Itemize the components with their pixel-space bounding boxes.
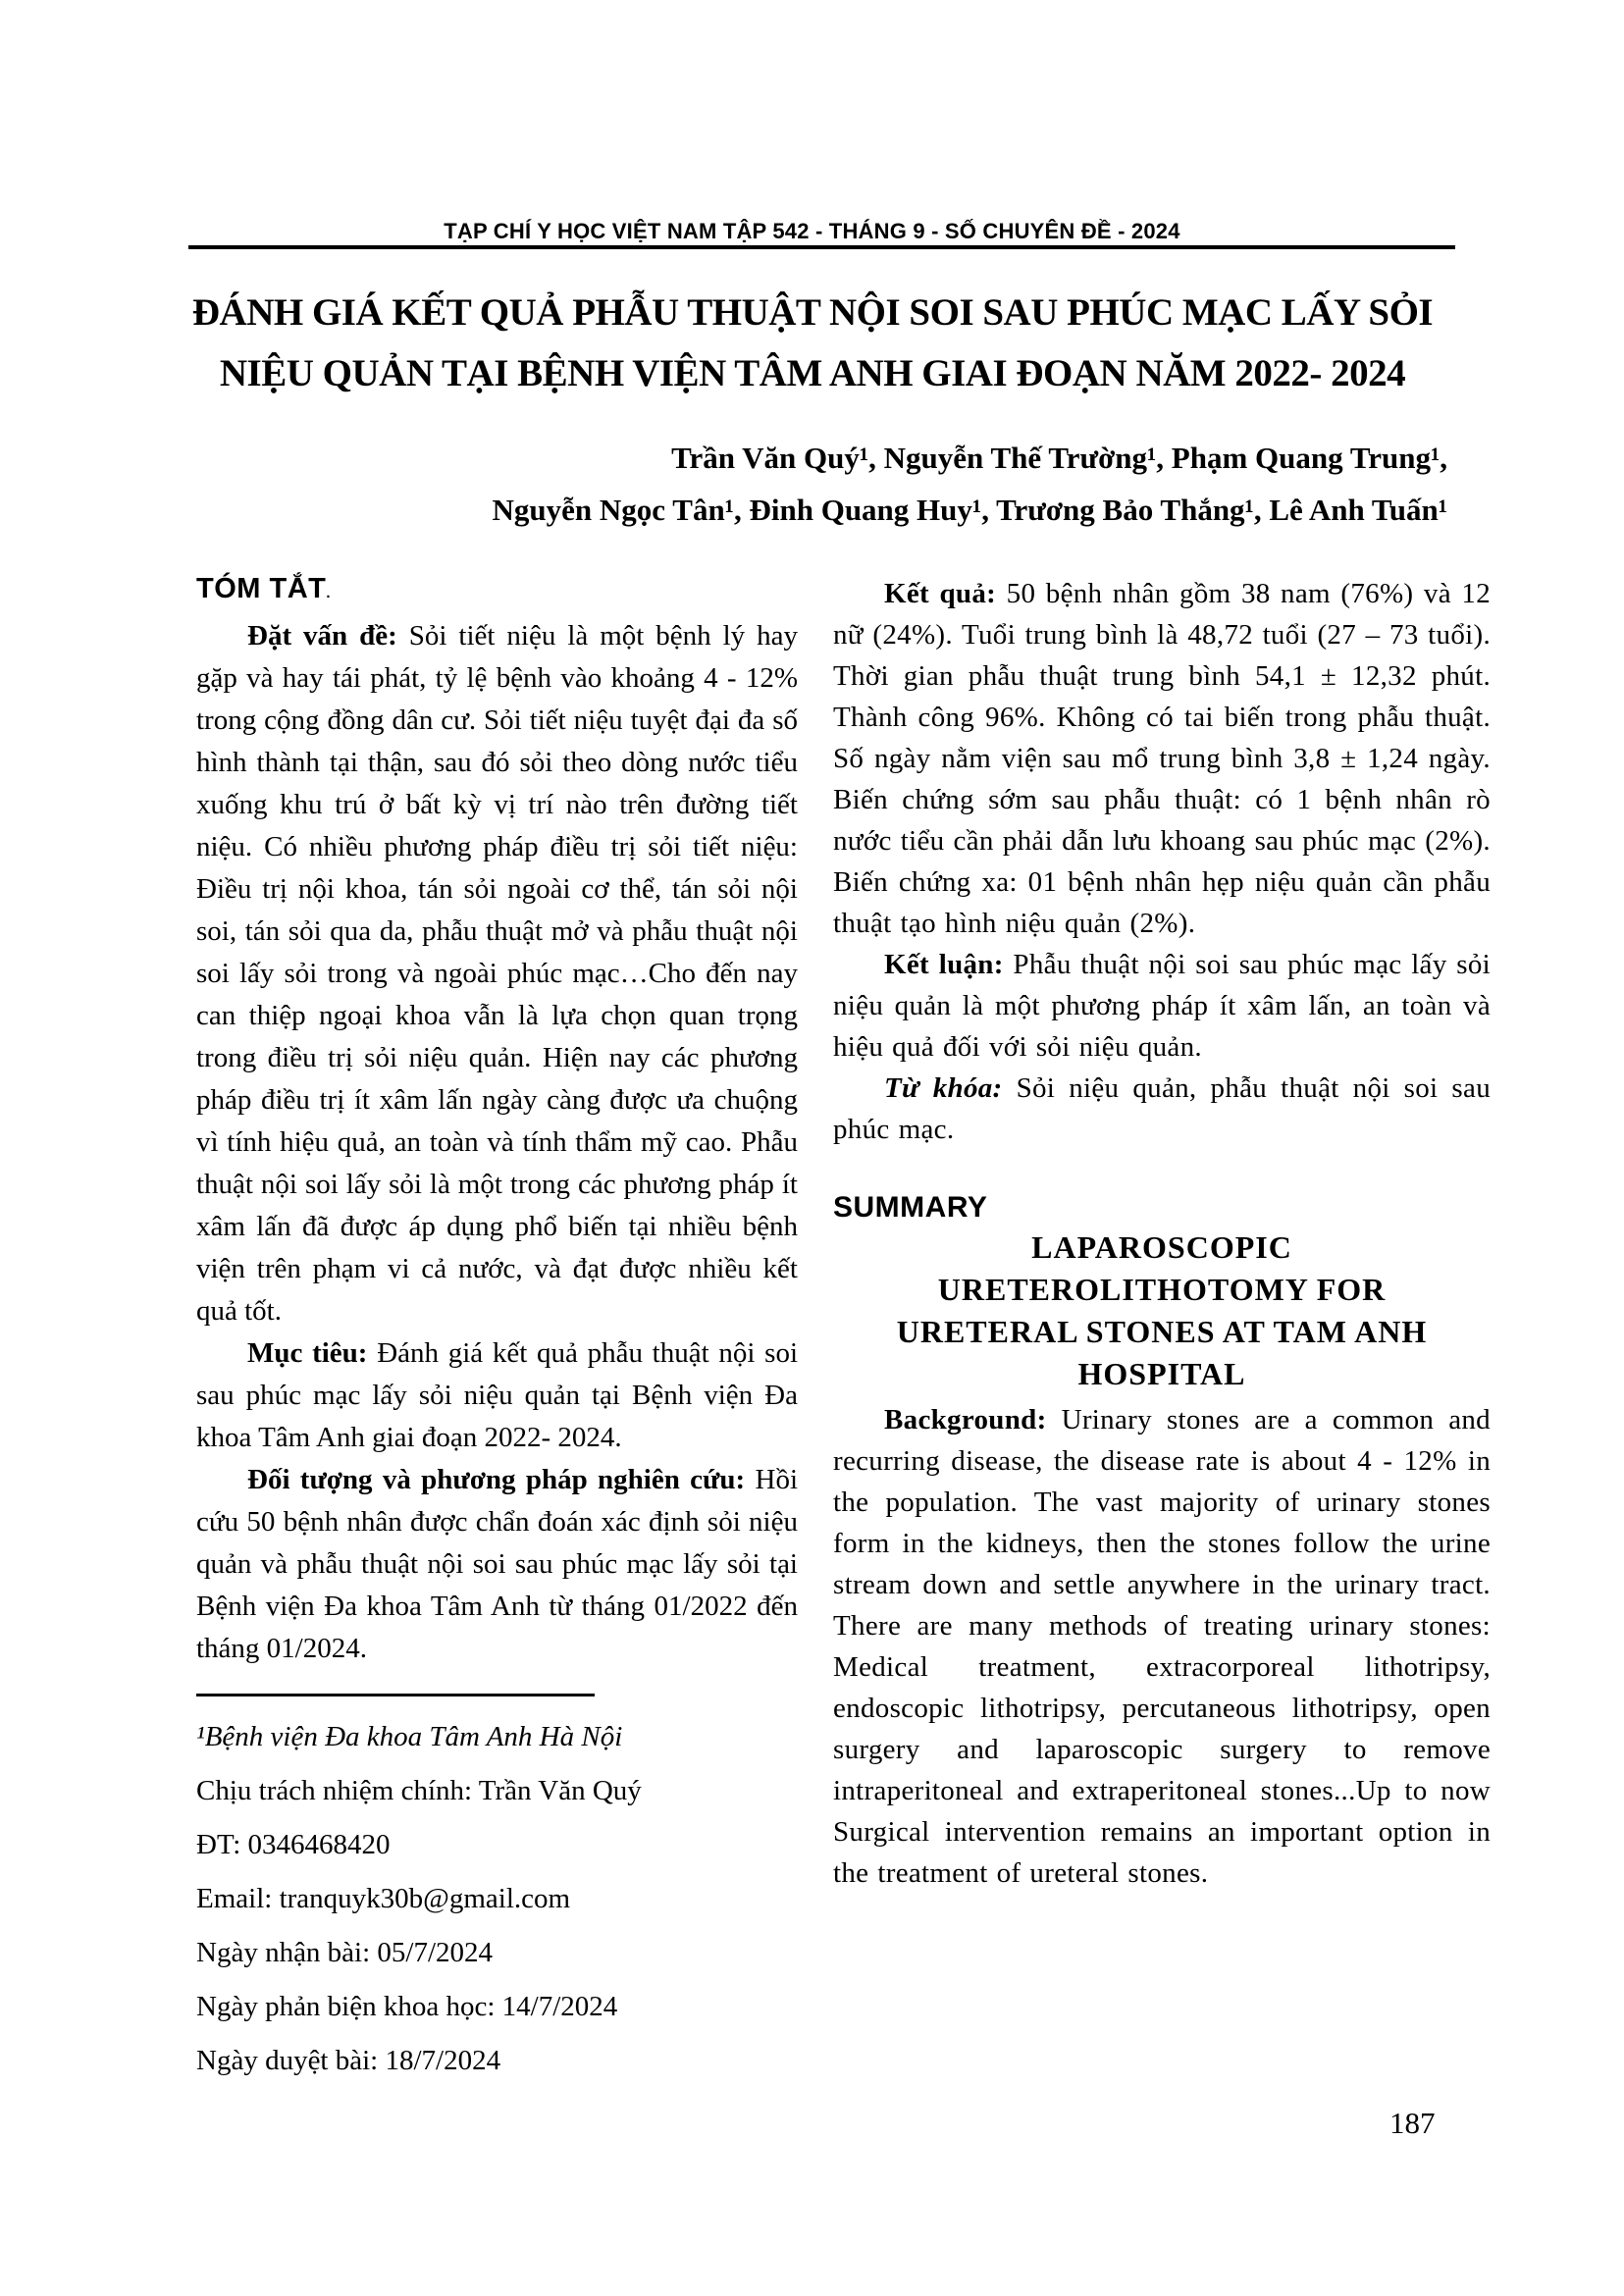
- paragraph-text-doi-tuong: Hồi cứu 50 bệnh nhân được chẩn đoán xác định sỏi niệu quản và phẫu thuật nội soi sau phúc mạc lấy sỏi tại Bệnh viện Đa khoa Tâm Anh từ tháng 01/2022 đến tháng 01/2024.: [196, 1464, 798, 1664]
- two-column-body: [196, 573, 1491, 2088]
- paragraph-tu-khoa: [833, 1068, 1491, 1150]
- footnote-line-accepted: Ngày duyệt bài: 18/7/2024: [196, 2045, 501, 2076]
- paragraph-text-ket-luan: Phẫu thuật nội soi sau phúc mạc lấy sỏi niệu quản là một phương pháp ít xâm lấn, an toàn và hiệu quả đối với sỏi niệu quản.: [833, 949, 1491, 1063]
- paragraph-text-dat-van-de: Sỏi tiết niệu là một bệnh lý hay gặp và hay tái phát, tỷ lệ bệnh vào khoảng 4 - 12% trong cộng đồng dân cư. Sỏi tiết niệu tuyệt đại đa số hình thành tại thận, sau đó sỏi theo dòng nước tiểu xuống khu trú ở bất kỳ vị trí nào trên đường tiết niệu. Có nhiều phương pháp điều trị sỏi tiết niệu: Điều trị nội khoa, tán sỏi ngoài cơ thể, tán sỏi nội soi, tán sỏi qua da, phẫu thuật mở và phẫu thuật nội soi lấy sỏi trong và ngoài phúc mạc…Cho đến nay can thiệp ngoại khoa vẫn là lựa chọn quan trọng trong điều trị sỏi niệu quản. Hiện nay các phương pháp điều trị ít xâm lấn ngày càng được ưa chuộng vì tính hiệu quả, an toàn và tính thẩm mỹ cao. Phẫu thuật nội soi lấy sỏi là một trong các phương pháp ít xâm lấn đã được áp dụng phổ biến tại nhiều bệnh viện trên phạm vi cả nước, và đạt được nhiều kết quả tốt.: [196, 620, 798, 1327]
- paragraph-label-muc-tieu: Mục tiêu:: [247, 1337, 368, 1369]
- paragraph-label-ket-qua: Kết quả:: [884, 578, 997, 609]
- paragraph-text-tu-khoa: Sỏi niệu quản, phẫu thuật nội soi sau phúc mạc.: [833, 1072, 1491, 1145]
- paragraph-label-ket-luan: Kết luận:: [884, 949, 1004, 980]
- paragraph-ket-qua: [833, 573, 1491, 944]
- paragraph-text-ket-qua: 50 bệnh nhân gồm 38 nam (76%) và 12 nữ (24%). Tuổi trung bình là 48,72 tuổi (27 – 73 tuổi). Thời gian phẫu thuật trung bình 54,1 ± 12,32 phút. Thành công 96%. Không có tai biến trong phẫu thuật. Số ngày nằm viện sau mổ trung bình 3,8 ± 1,24 ngày. Biến chứng sớm sau phẫu thuật: có 1 bệnh nhân rò nước tiểu cần phải dẫn lưu khoang sau phúc mạc (2%). Biến chứng xa: 01 bệnh nhân hẹp niệu quản cần phẫu thuật tạo hình niệu quản (2%).: [833, 578, 1491, 939]
- journal-running-head: TẠP CHÍ Y HỌC VIỆT NAM TẬP 542 - THÁNG 9 - SỐ CHUYÊN ĐỀ - 2024: [444, 219, 1180, 243]
- page-number: 187: [1389, 2106, 1436, 2140]
- footnote-line-email: Email: tranquyk30b@gmail.com: [196, 1883, 571, 1914]
- summary-title: [833, 1226, 1491, 1395]
- summary-title-line2: URETEROLITHOTOMY FOR: [937, 1272, 1387, 1307]
- paragraph-ket-luan: [833, 944, 1491, 1068]
- abstract-heading-mark: .: [326, 585, 332, 601]
- paragraph-label-dat-van-de: Đặt vấn đề:: [247, 620, 397, 652]
- paragraph-label-background: Background:: [884, 1404, 1047, 1435]
- right-column: [833, 573, 1491, 2088]
- footnote-line-responsible: Chịu trách nhiệm chính: Trần Văn Quý: [196, 1775, 642, 1806]
- abstract-heading: [196, 573, 798, 605]
- paragraph-dat-van-de: [196, 615, 798, 1332]
- left-column: [196, 573, 798, 2088]
- summary-title-line1: LAPAROSCOPIC: [1031, 1229, 1292, 1265]
- footnote-line-reviewed: Ngày phản biện khoa học: 14/7/2024: [196, 1991, 618, 2022]
- authors-line1: Trần Văn Quý¹, Nguyễn Thế Trường¹, Phạm Quang Trung¹,: [671, 441, 1447, 475]
- footnote-rule: [196, 1694, 595, 1696]
- abstract-heading-text: TÓM TẮT: [196, 573, 327, 604]
- article-title: [175, 283, 1450, 404]
- paragraph-muc-tieu: [196, 1332, 798, 1459]
- paragraph-background: [833, 1399, 1491, 1894]
- footnote-block: [196, 1694, 798, 2088]
- paragraph-label-doi-tuong: Đối tượng và phương pháp nghiên cứu:: [247, 1464, 746, 1495]
- summary-heading: SUMMARY: [833, 1191, 988, 1224]
- article-title-line1: ĐÁNH GIÁ KẾT QUẢ PHẪU THUẬT NỘI SOI SAU PHÚC MẠC LẤY SỎI: [191, 291, 1434, 334]
- authors-block: [175, 432, 1447, 536]
- authors-line2: Nguyễn Ngọc Tân¹, Đinh Quang Huy¹, Trương Bảo Thắng¹, Lê Anh Tuấn¹: [492, 493, 1447, 527]
- article-title-line2: NIỆU QUẢN TẠI BỆNH VIỆN TÂM ANH GIAI ĐOẠN NĂM 2022- 2024: [219, 352, 1406, 394]
- footnote-line-phone: ĐT: 0346468420: [196, 1829, 391, 1860]
- paragraph-text-muc-tieu: Đánh giá kết quả phẫu thuật nội soi sau phúc mạc lấy sỏi niệu quản tại Bệnh viện Đa khoa Tâm Anh giai đoạn 2022- 2024.: [196, 1337, 798, 1453]
- paragraph-doi-tuong: [196, 1459, 798, 1670]
- header-rule: [188, 245, 1455, 249]
- footnote-line-received: Ngày nhận bài: 05/7/2024: [196, 1937, 494, 1968]
- footnote-affiliation: ¹Bệnh viện Đa khoa Tâm Anh Hà Nội: [196, 1721, 623, 1752]
- paragraph-label-tu-khoa: Từ khóa:: [884, 1072, 1003, 1104]
- paragraph-text-background: Urinary stones are a common and recurring disease, the disease rate is about 4 - 12% in the population. The vast majority of urinary stones form in the kidneys, then the stones follow the urine stream down and settle anywhere in the urinary tract. There are many methods of treating urinary stones: Medical treatment, extracorporeal lithotripsy, endoscopic lithotripsy, percutaneous lithotripsy, open surgery and laparoscopic surgery to remove intraperitoneal and extraperitoneal stones...Up to now Surgical intervention remains an important option in the treatment of ureteral stones.: [833, 1404, 1491, 1889]
- summary-title-line3: URETERAL STONES AT TAM ANH: [896, 1314, 1428, 1349]
- summary-title-line4: HOSPITAL: [1077, 1356, 1246, 1391]
